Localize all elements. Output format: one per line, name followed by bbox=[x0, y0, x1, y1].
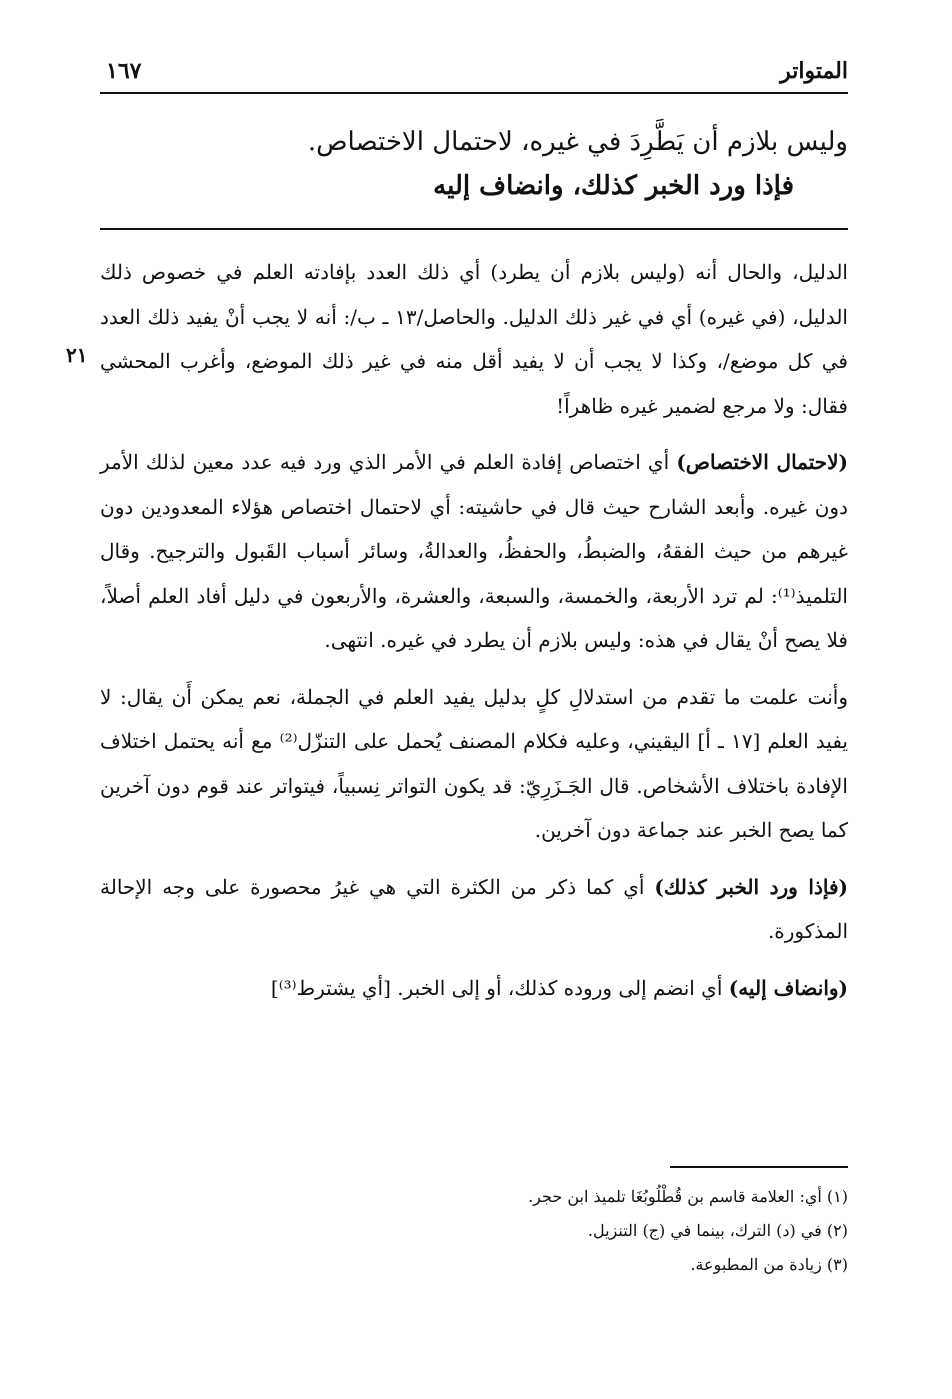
matn-separator bbox=[100, 228, 848, 230]
matn-text bbox=[100, 120, 848, 208]
footnote-2: (٢) في (د) الترك، بينما في (ج) التنزيل. bbox=[587, 1221, 848, 1240]
manuscript-folio-number: ٢١ bbox=[66, 343, 88, 367]
page-number: ١٦٧ bbox=[106, 58, 142, 84]
paragraph-text: أي انضم إلى وروده كذلك، أو إلى الخبر. [أي يشترط⁽³⁾] bbox=[270, 975, 729, 1000]
commentary-paragraph-5 bbox=[100, 966, 848, 1011]
paragraph-text: أي اختصاص إفادة العلم في الأمر الذي ورد فيه عدد معين لذلك الأمر دون غيره. وأبعد الشارح حيث قال في حاشيته: أي لاحتمال اختصاص هؤلاء المعدودين دون غيرهم من حيث الفقهُ، والضبطُ، والحفظُ، والعدالةُ، وسائر أسباب القَبول والترجيح. وقال التلميذ⁽¹⁾: لم ترد الأربعة، والخمسة، والسبعة، والعشرة، والأربعون في دليل أفاد العلم أصلاً، فلا يصح أنْ يقال في هذه: وليس بلازم أن يطرد في غيره. انتهى. bbox=[100, 450, 848, 652]
commentary-paragraph-1 bbox=[100, 250, 848, 428]
footnote-1: (١) أي: العلامة قاسم بن قُطْلُوبُغَا تلميذ ابن حجر. bbox=[528, 1187, 848, 1206]
paragraph-text: الدليل، والحال أنه (وليس بلازم أن يطرد) أي ذلك العدد بإفادته العلم في خصوص ذلك الدليل، (في غيره) أي في غير ذلك الدليل. والحاصل/١٣ ـ ب/: أنه لا يجب أنْ يفيد ذلك العدد في كل موضع/، وكذا لا يجب أن لا يفيد أقل منه في غير ذلك الموضع، وأغرب المحشي فقال: ولا مرجع لضمير غيره ظاهراً! bbox=[100, 260, 848, 418]
footnotes bbox=[100, 1180, 848, 1282]
footnote-separator bbox=[670, 1166, 848, 1168]
paragraph-text: وأنت علمت ما تقدم من استدلالِ كلٍ بدليل يفيد العلم في الجملة، نعم يمكن أَن يقال: لا يفيد العلم [١٧ ـ أ] اليقيني، وعليه فكلام المصنف يُحمل على التنزّل⁽²⁾ مع أنه يحتمل اختلاف الإفادة باختلاف الأشخاص. قال الجَـزَرِيّ: قد يكون التواتر نِسبياً، فيتواتر عند قوم دون آخرين كما يصح الخبر عند جماعة دون آخرين. bbox=[100, 684, 849, 842]
commentary-paragraph-4 bbox=[100, 865, 848, 954]
matn-line-1: وليس بلازم أن يَطَّرِدَ في غيره، لاحتمال الاختصاص. bbox=[307, 127, 848, 157]
paragraph-text: أي كما ذكر من الكثرة التي هي غيرُ محصورة على وجه الإحالة المذكورة. bbox=[100, 874, 848, 943]
commentary-paragraph-3 bbox=[100, 675, 848, 853]
commentary-paragraph-2 bbox=[100, 440, 848, 663]
paragraph-lead: (لاحتمال الاختصاص) bbox=[676, 450, 848, 474]
running-title: المتواتر bbox=[780, 58, 848, 84]
commentary bbox=[100, 250, 848, 1022]
paragraph-lead: (وانضاف إليه) bbox=[728, 975, 848, 1000]
paragraph-lead: (فإذا ورد الخبر كذلك) bbox=[654, 874, 848, 899]
matn-line-2: فإذا ورد الخبر كذلك، وانضاف إليه bbox=[433, 171, 794, 201]
footnote-3: (٣) زيادة من المطبوعة. bbox=[690, 1255, 848, 1274]
page-header bbox=[100, 52, 848, 94]
